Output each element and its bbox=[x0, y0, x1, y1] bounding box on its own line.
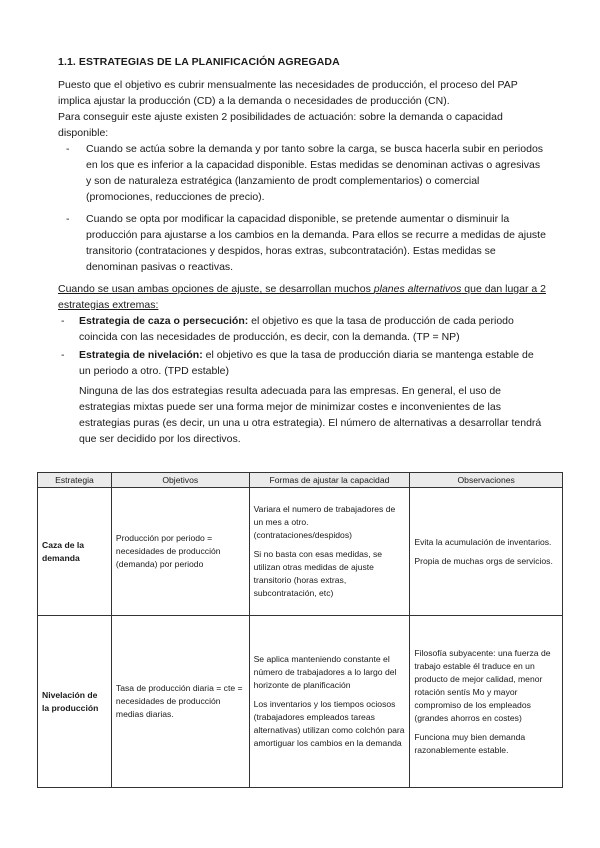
table-row bbox=[38, 616, 563, 788]
strategies-list bbox=[58, 313, 546, 379]
list-item: - Cuando se actúa sobre la demanda y por tanto sobre la carga, se busca hacerla subir en periodos en los que es inferior a la capacidad disponible. Estas medidas se denominan activas o agresivas y son de naturaleza estratégica (lanzamiento de prodt complementarios) o comercial (promociones, reducciones de precio). bbox=[66, 143, 544, 203]
header-estrategia: Estrategia bbox=[38, 473, 112, 488]
paragraph-adjust: Para conseguir este ajuste existen 2 posibilidades de actuación: sobre la demanda o capacidad disponible: bbox=[58, 111, 503, 139]
paragraph-conclusion: Ninguna de las dos estrategias resulta adecuada para las empresas. En general, el uso de estrategias mixtas puede ser una forma mejor de minimizar costes e inconvenientes de las estrategias puras (es decir, un una u otra estrategia). El número de alternativas a desarrollar tendrá que ser decidido por los directivos. bbox=[79, 385, 542, 445]
header-objetivos: Objetivos bbox=[111, 473, 249, 488]
strategy-name: Estrategia de caza o persecución: bbox=[79, 315, 249, 327]
cell-estrategia: Caza de la demanda bbox=[38, 488, 112, 616]
section-heading: 1.1. ESTRATEGIAS DE LA PLANIFICACIÓN AGREGADA bbox=[58, 56, 340, 68]
strategy-name: Estrategia de nivelación: bbox=[79, 349, 203, 361]
cell-formas: Se aplica manteniendo constante el número de trabajadores a lo largo del horizonte de planificación Los inventarios y los tiempos ociosos (trabajadores empleados tareas alternativas) utilizan como colchón para amortiguar los cambios en la demanda bbox=[249, 616, 410, 788]
cell-observaciones: Evita la acumulación de inventarios. Propia de muchas orgs de servicios. bbox=[410, 488, 563, 616]
list-item: - Estrategia de caza o persecución: el objetivo es que la tasa de producción de cada periodo coincida con las necesidades de producción, es decir, con la demanda. (TP = NP) bbox=[61, 315, 514, 343]
cell-objetivos: Tasa de producción diaria = cte = necesidades de producción medias diarias. bbox=[111, 616, 249, 788]
options-list bbox=[58, 141, 546, 275]
table-header-row bbox=[38, 473, 563, 488]
bullet-dash: - bbox=[61, 315, 65, 327]
document-body bbox=[58, 56, 546, 447]
list-item: - Estrategia de nivelación: el objetivo es que la tasa de producción diaria se mantenga estable de un periodo a otro. (TPD estable) bbox=[61, 349, 534, 377]
header-observaciones: Observaciones bbox=[410, 473, 563, 488]
bullet-dash: - bbox=[61, 349, 65, 361]
header-formas: Formas de ajustar la capacidad bbox=[249, 473, 410, 488]
bullet-dash: - bbox=[66, 213, 70, 225]
cell-formas: Variara el numero de trabajadores de un mes a otro. (contrataciones/despidos) Si no basta con esas medidas, se utilizan otras medidas de ajuste transitorio (horas extras, subcontratación, etc) bbox=[249, 488, 410, 616]
table-row bbox=[38, 488, 563, 616]
bullet-dash: - bbox=[66, 143, 70, 155]
cell-objetivos: Producción por periodo = necesidades de producción (demanda) por periodo bbox=[111, 488, 249, 616]
cell-estrategia: Nivelación de la producción bbox=[38, 616, 112, 788]
cell-observaciones: Filosofía subyacente: una fuerza de trabajo estable él traduce en un producto de mejor calidad, menor rotación sentís Mo y mayor compromiso de los empleados (grandes ahorros en costes) Funciona muy bien demanda razonablemente estable. bbox=[410, 616, 563, 788]
paragraph-intro: Puesto que el objetivo es cubrir mensualmente las necesidades de producción, el proceso del PAP implica ajustar la producción (CD) a la demanda o necesidades de producción (CN). bbox=[58, 79, 518, 107]
paragraph-plans: Cuando se usan ambas opciones de ajuste, se desarrollan muchos planes alternativos que dan lugar a 2 estrategias extremas: bbox=[58, 283, 546, 311]
strategies-table bbox=[37, 472, 563, 788]
list-item: - Cuando se opta por modificar la capacidad disponible, se pretende aumentar o disminuir la producción para ajustarse a los cambios en la demanda. Para ellos se recurre a medidas de ajuste transitorio (contrataciones y despidos, horas extras, subcontratación). Estas medidas se denominan pasivas o reactivas. bbox=[66, 213, 546, 273]
